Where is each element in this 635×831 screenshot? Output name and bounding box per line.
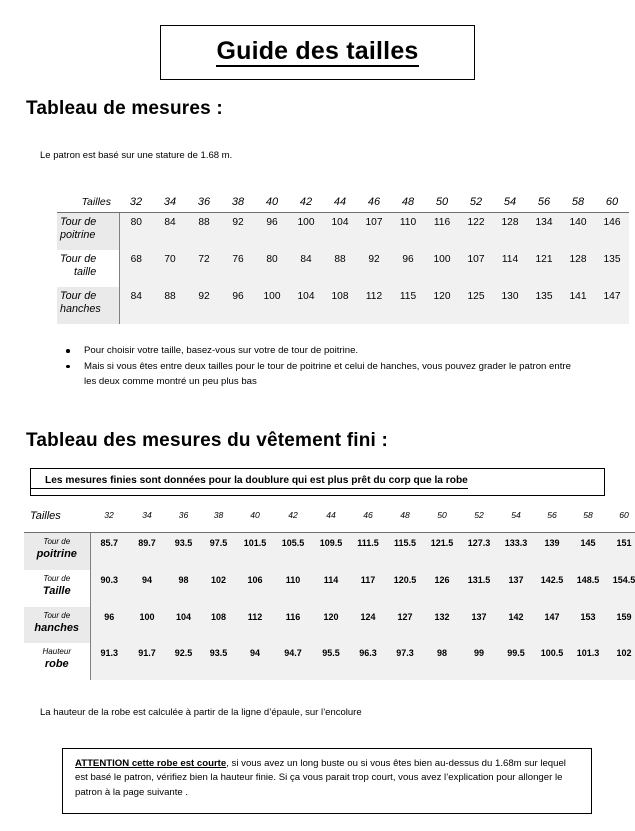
callout-doublure-text: Les mesures finies sont données pour la doublure qui est plus prêt du corp que la robe [31, 475, 468, 489]
cell: 102 [606, 643, 635, 680]
callout-doublure [30, 468, 605, 496]
cell: 89.7 [128, 533, 166, 570]
cell: 94 [236, 643, 274, 680]
cell: 99 [460, 643, 498, 680]
attention-lead: ATTENTION cette robe est courte [75, 758, 227, 769]
cell: 104 [289, 287, 323, 324]
cell: 110 [274, 570, 312, 607]
cell: 100 [425, 250, 459, 287]
header-size: 44 [323, 196, 357, 213]
cell: 102 [201, 570, 236, 607]
cell: 142.5 [534, 570, 570, 607]
cell: 137 [498, 570, 534, 607]
header-size: 60 [595, 196, 629, 213]
cell: 68 [119, 250, 153, 287]
cell: 121.5 [424, 533, 460, 570]
cell: 88 [153, 287, 187, 324]
cell: 112 [236, 607, 274, 644]
row-label-taille: Tour de Taille [24, 570, 90, 607]
cell: 148.5 [570, 570, 606, 607]
callout-attention [62, 748, 592, 814]
cell: 84 [153, 213, 187, 250]
cell: 98 [166, 570, 201, 607]
cell: 120.5 [386, 570, 424, 607]
callout-attention-text [75, 757, 579, 800]
row-label-taille: Tour de taille [57, 250, 119, 287]
cell: 108 [201, 607, 236, 644]
cell: 100 [289, 213, 323, 250]
table-row [24, 570, 635, 607]
note-stature: Le patron est basé sur une stature de 1.68 m. [40, 150, 233, 161]
header-size: 38 [201, 510, 236, 533]
header-size: 46 [350, 510, 386, 533]
table-header-row [24, 510, 635, 533]
cell: 117 [350, 570, 386, 607]
cell: 111.5 [350, 533, 386, 570]
header-size: 56 [527, 196, 561, 213]
cell: 132 [424, 607, 460, 644]
page-title: Guide des tailles [216, 38, 418, 67]
cell: 139 [534, 533, 570, 570]
cell: 92.5 [166, 643, 201, 680]
cell: 94 [128, 570, 166, 607]
cell: 154.5 [606, 570, 635, 607]
cell: 120 [425, 287, 459, 324]
cell: 101.5 [236, 533, 274, 570]
header-size: 40 [255, 196, 289, 213]
measurements-table [57, 196, 629, 324]
cell: 70 [153, 250, 187, 287]
cell: 141 [561, 287, 595, 324]
cell: 92 [221, 213, 255, 250]
table-row [24, 533, 635, 570]
list-item: Mais si vous êtes entre deux tailles pour le tour de poitrine et celui de hanches, vous pouvez grader le patron entre les deux comme montré un peu plus bas [62, 360, 582, 390]
cell: 131.5 [460, 570, 498, 607]
header-size: 36 [166, 510, 201, 533]
cell: 96 [255, 213, 289, 250]
cell: 97.3 [386, 643, 424, 680]
cell: 128 [493, 213, 527, 250]
cell: 94.7 [274, 643, 312, 680]
cell: 100 [128, 607, 166, 644]
cell: 92 [357, 250, 391, 287]
header-corner-label: Tailles [57, 196, 119, 213]
cell: 121 [527, 250, 561, 287]
header-size: 58 [570, 510, 606, 533]
cell: 72 [187, 250, 221, 287]
header-size: 32 [119, 196, 153, 213]
header-size: 60 [606, 510, 635, 533]
cell: 115 [391, 287, 425, 324]
header-size: 46 [357, 196, 391, 213]
cell: 116 [274, 607, 312, 644]
cell: 115.5 [386, 533, 424, 570]
cell: 96.3 [350, 643, 386, 680]
cell: 116 [425, 213, 459, 250]
header-size: 56 [534, 510, 570, 533]
cell: 105.5 [274, 533, 312, 570]
table-row [57, 250, 629, 287]
header-size: 50 [425, 196, 459, 213]
cell: 120 [312, 607, 350, 644]
attention-rest: , si vous avez un long buste ou si vous êtes bien au-dessus du 1.68m sur lequel est basé le patron, vérifiez bien la hauteur finie. Si ça vous parait trop court, vous avez l’explication pour allonger le patron à la page suivante . [75, 758, 566, 798]
cell: 130 [493, 287, 527, 324]
cell: 109.5 [312, 533, 350, 570]
cell: 92 [187, 287, 221, 324]
cell: 93.5 [166, 533, 201, 570]
document-title-box [160, 25, 475, 80]
row-label-hanches: Tour de hanches [24, 607, 90, 644]
cell: 147 [595, 287, 629, 324]
cell: 80 [119, 213, 153, 250]
cell: 114 [493, 250, 527, 287]
cell: 125 [459, 287, 493, 324]
cell: 122 [459, 213, 493, 250]
header-size: 42 [274, 510, 312, 533]
cell: 112 [357, 287, 391, 324]
cell: 114 [312, 570, 350, 607]
header-size: 48 [386, 510, 424, 533]
cell: 76 [221, 250, 255, 287]
cell: 107 [357, 213, 391, 250]
cell: 140 [561, 213, 595, 250]
cell: 147 [534, 607, 570, 644]
cell: 128 [561, 250, 595, 287]
cell: 91.7 [128, 643, 166, 680]
cell: 84 [289, 250, 323, 287]
cell: 153 [570, 607, 606, 644]
cell: 135 [595, 250, 629, 287]
row-label-poitrine: Tour de poitrine [24, 533, 90, 570]
cell: 107 [459, 250, 493, 287]
header-size: 36 [187, 196, 221, 213]
cell: 106 [236, 570, 274, 607]
header-size: 50 [424, 510, 460, 533]
cell: 159 [606, 607, 635, 644]
cell: 100.5 [534, 643, 570, 680]
row-label-poitrine: Tour de poitrine [57, 213, 119, 250]
header-size: 52 [459, 196, 493, 213]
table-header-row [57, 196, 629, 213]
cell: 100 [255, 287, 289, 324]
cell: 124 [350, 607, 386, 644]
cell: 134 [527, 213, 561, 250]
table-row [24, 607, 635, 644]
cell: 108 [323, 287, 357, 324]
cell: 96 [90, 607, 128, 644]
header-size: 48 [391, 196, 425, 213]
cell: 97.5 [201, 533, 236, 570]
table-row [57, 213, 629, 250]
row-label-hanches: Tour de hanches [57, 287, 119, 324]
header-size: 32 [90, 510, 128, 533]
cell: 135 [527, 287, 561, 324]
cell: 127.3 [460, 533, 498, 570]
cell: 104 [166, 607, 201, 644]
cell: 98 [424, 643, 460, 680]
note-hauteur-robe: La hauteur de la robe est calculée à partir de la ligne d’épaule, sur l’encolure [40, 707, 362, 718]
cell: 133.3 [498, 533, 534, 570]
cell: 127 [386, 607, 424, 644]
section-heading-finished-garment: Tableau des mesures du vêtement fini : [26, 430, 389, 451]
header-size: 42 [289, 196, 323, 213]
cell: 99.5 [498, 643, 534, 680]
header-size: 40 [236, 510, 274, 533]
list-item: Pour choisir votre taille, basez-vous sur votre de tour de poitrine. [62, 344, 582, 359]
section-heading-measures: Tableau de mesures : [26, 98, 223, 119]
header-size: 54 [498, 510, 534, 533]
cell: 91.3 [90, 643, 128, 680]
measurement-tips-list [62, 344, 582, 391]
cell: 142 [498, 607, 534, 644]
cell: 90.3 [90, 570, 128, 607]
header-size: 54 [493, 196, 527, 213]
cell: 93.5 [201, 643, 236, 680]
header-size: 34 [153, 196, 187, 213]
header-size: 34 [128, 510, 166, 533]
cell: 146 [595, 213, 629, 250]
cell: 96 [391, 250, 425, 287]
cell: 151 [606, 533, 635, 570]
cell: 137 [460, 607, 498, 644]
cell: 104 [323, 213, 357, 250]
cell: 101.3 [570, 643, 606, 680]
header-size: 38 [221, 196, 255, 213]
cell: 84 [119, 287, 153, 324]
finished-measurements-table [24, 510, 635, 680]
cell: 88 [187, 213, 221, 250]
cell: 95.5 [312, 643, 350, 680]
header-size: 52 [460, 510, 498, 533]
cell: 88 [323, 250, 357, 287]
cell: 145 [570, 533, 606, 570]
table-row [24, 643, 635, 680]
table-row [57, 287, 629, 324]
header-corner-label: Tailles [24, 510, 90, 533]
header-size: 58 [561, 196, 595, 213]
cell: 80 [255, 250, 289, 287]
cell: 110 [391, 213, 425, 250]
cell: 126 [424, 570, 460, 607]
row-label-hauteur-robe: Hauteur robe [24, 643, 90, 680]
cell: 96 [221, 287, 255, 324]
header-size: 44 [312, 510, 350, 533]
cell: 85.7 [90, 533, 128, 570]
